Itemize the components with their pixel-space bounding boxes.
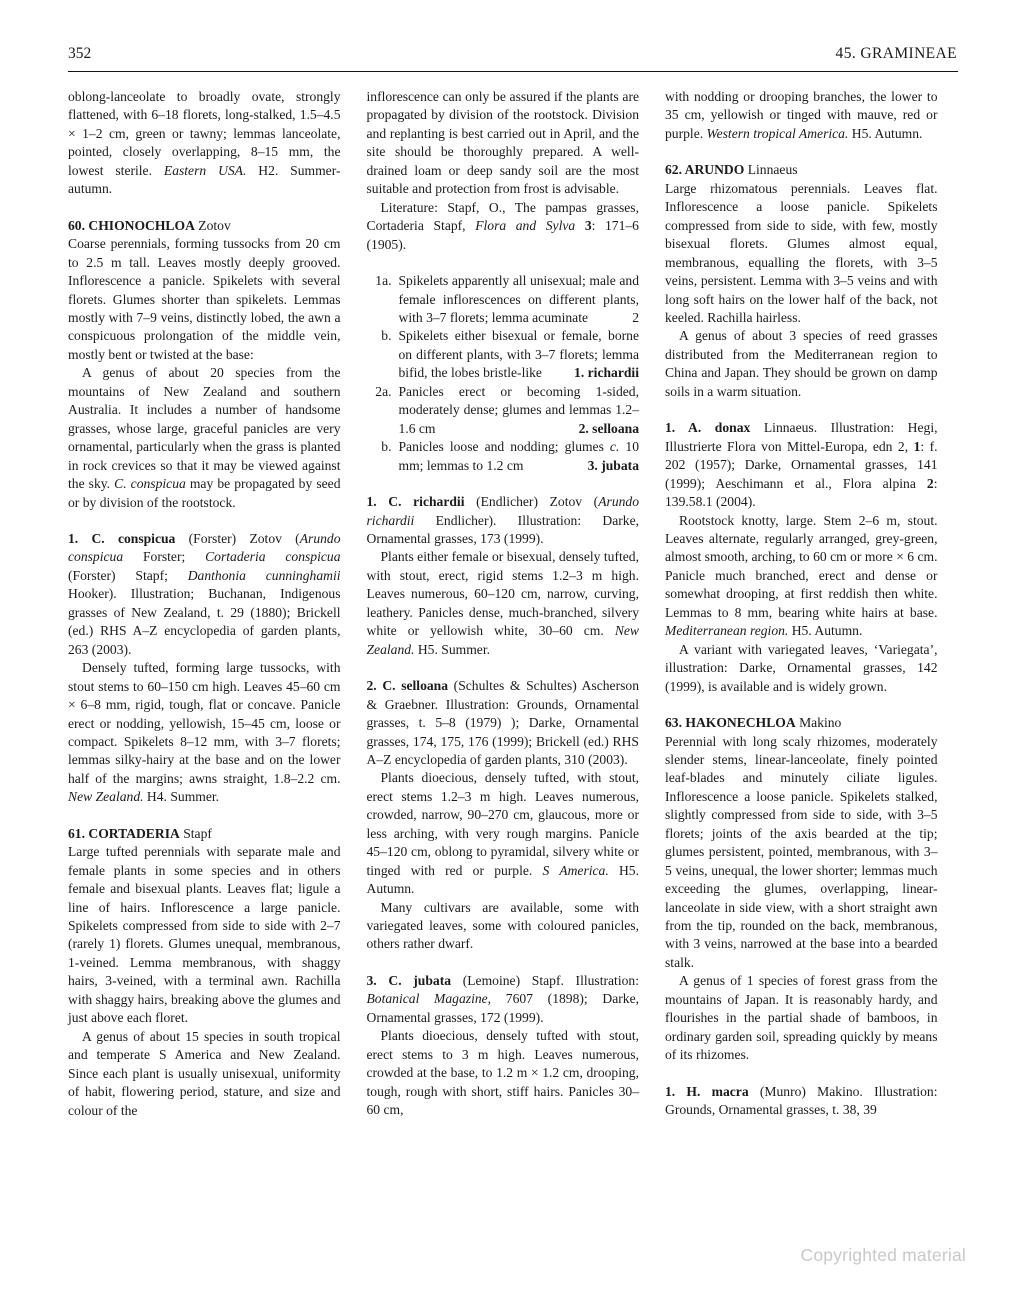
species-entry: 2. C. selloana (Schultes & Schultes) Ascherson & Graebner. Illustration: Grounds, Ornamental grasses, t. 5–8 (1979) ); Darke, Ornamental grasses, 174, 175, 176 (1999); Brickell (ed.) RHS A–Z encyclopedia of garden plants, 310 (2003). [366,678,639,767]
copyright-watermark: Copyrighted material [800,1245,966,1265]
key-item-answer: 1. richardii [574,365,639,381]
key-item [367,438,640,475]
text-columns [68,88,958,1120]
key-item [367,327,640,382]
paragraph: A variant with variegated leaves, ‘Variegata’, illustration: Darke, Ornamental grasses, 142 (1999), is available and is widely grown. [665,641,938,694]
genus-heading: 63. HAKONECHLOA Makino [665,715,842,731]
key-item-label: b. [381,439,392,455]
genus-heading: 61. CORTADERIA Stapf [68,825,212,841]
species-entry: 1. C. richardii (Endlicher) Zotov (Arundo richardii Endlicher). Illustration: Darke, Ornamental grasses, 173 (1999). [366,494,639,546]
paragraph: Plants dioecious, densely tufted, with stout, erect stems 1.2–3 m high. Leaves numerous, crowded, narrow, 90–270 cm, glaucous, more or less arching, with very rough margins. Panicle 45–120 cm, oblong to pyramidal, silvery white or tinged with red or purple. S America. H5. Autumn. [366,770,639,897]
key-item-answer: 3. jubata [587,457,639,473]
column-1 [68,88,341,1120]
genus-heading: 60. CHIONOCHLOA Zotov [68,217,231,233]
key-item-text: Panicles loose and nodding; glumes c. 10 mm; lemmas to 1.2 cm 3. jubata [399,438,640,475]
paragraph: Plants either female or bisexual, densely tufted, with stout, erect, rigid stems 1.2–3 m high. Leaves numerous, 60–120 cm, narrow, curving, leathery. Panicles dense, much-branched, silvery white or yellowish white, 30–60 cm. New Zealand. H5. Summer. [366,549,639,657]
header-rule [68,71,958,72]
paragraph: A genus of 1 species of forest grass from the mountains of Japan. It is reasonably hardy, and flourishes in the partial shade of bamboos, in ordinary garden soil, spreading quickly by means of its rhizomes. [665,973,938,1063]
key-item-label: 2a. [375,383,392,399]
page-header [68,44,958,71]
paragraph: inflorescence can only be assured if the plants are propagated by division of the rootstock. Division and replanting is best carried out in April, and the site should be thoroughly prepared. A well-drained loam or deep sandy soil are the most suitable and protection from frost is advisable. [366,89,639,197]
paragraph: Plants dioecious, densely tufted with stout, erect stems to 3 m high. Leaves numerous, crowded at the base, to 1.2 m × 1.2 cm, drooping, tough, rough with short, stiff hairs. Panicles 30–60 cm, [366,1028,639,1118]
paragraph: Large tufted perennials with separate male and female plants in some species and in others female and bisexual plants. Leaves flat; ligule a line of hairs. Inflorescence a large panicle. Spikelets compressed from side to side with 2–7 (rarely 1) florets. Glumes unequal, membranous, 1-veined. Lemma membranous, with shaggy hairs, 3-veined, with a terminal awn. Rachilla with shaggy hairs, breaking above the glumes and just above each floret. [68,844,341,1026]
key-item-answer: 2 [632,309,639,325]
paragraph: Literature: Stapf, O., The pampas grasses, Cortaderia Stapf, Flora and Sylva 3: 171–6 (1905). [366,199,639,252]
paragraph: Many cultivars are available, some with variegated leaves, some with coloured panicles, others rather dwarf. [366,899,639,952]
paragraph: A genus of about 15 species in south tropical and temperate S America and New Zealand. Since each plant is usually unisexual, uniformity of habit, flowering period, stature, and size and colour of the [68,1028,341,1118]
species-entry: 1. C. conspicua (Forster) Zotov (Arundo conspicua Forster; Cortaderia conspicua (Forster) Stapf; Danthonia cunninghamii Hooker). Illustration; Buchanan, Indigenous grasses of New Zealand, t. 29 (1880); Brickell (ed.) RHS A–Z encyclopedia of garden plants, 263 (2003). [68,530,341,657]
paragraph: A genus of about 20 species from the mountains of New Zealand and southern Australia. It includes a number of handsome grasses, whose large, graceful panicles are very ornamental, particularly when the grass is planted in rock crevices so that it may be viewed against the sky. C. conspicua may be propagated by seed or by division of the rootstock. [68,365,341,510]
column-2 [367,88,640,1120]
species-entry: 1. A. donax Linnaeus. Illustration: Hegi, Illustrierte Flora von Mittel-Europa, edn 2, 1: f. 202 (1957); Darke, Ornamental grasses, 141 (1999); Aeschimann et al., Flora alpina 2: 139.58.1 (2004). [665,420,938,510]
key-item-label: 1a. [375,273,392,289]
paragraph: Densely tufted, forming large tussocks, with stout stems to 60–150 cm high. Leaves 45–60 cm × 6–8 mm, rigid, tough, flat or concave. Panicle erect or nodding, yellowish, 15–45 cm, loose or compact. Spikelets 8–12 mm, with 3–7 florets; lemmas silky-hairy at the base and on the lower half of the margins; awns straight, 1.8–2.2 cm. New Zealand. H4. Summer. [68,660,341,805]
page-number: 352 [68,45,92,62]
key-item [367,383,640,438]
paragraph: oblong-lanceolate to broadly ovate, strongly flattened, with 6–18 florets, long-stalked, 1.5–4.5 × 1–2 cm, green or tawny; lemmas lanceolate, pointed, closely overlapping, 8–15 mm, the lowest sterile. Eastern USA. H2. Summer-autumn. [68,89,341,197]
key-item-text: Panicles erect or becoming 1-sided, moderately dense; glumes and lemmas 1.2–1.6 cm 2. selloana [399,383,640,438]
genus-heading: 62. ARUNDO Linnaeus [665,162,798,178]
running-title: 45. GRAMINEAE [835,45,957,62]
key-item-answer: 2. selloana [578,420,639,436]
key-item-label: b. [381,328,392,344]
paragraph: A genus of about 3 species of reed grasses distributed from the Mediterranean region to China and Japan. They should be grown on damp soils in a warm situation. [665,328,938,399]
key-item-text: Spikelets apparently all unisexual; male and female inflorescences on different plants, with 3–7 florets; lemma acuminate 2 [399,272,640,327]
paragraph: with nodding or drooping branches, the lower to 35 cm, yellowish or tinged with mauve, red or purple. Western tropical America. H5. Autumn. [665,89,938,141]
column-3 [665,88,938,1120]
species-entry: 1. H. macra (Munro) Makino. Illustration: Grounds, Ornamental grasses, t. 38, 39 [665,1083,938,1118]
paragraph: Perennial with long scaly rhizomes, moderately slender stems, linear-lanceolate, finely pointed leaf-blades and minutely ciliate ligules. Inflorescence a loose panicle. Spikelets stalked, slightly compressed from side to side, with 3–5 florets; joints of the axis bearded at the tip; glumes persistent, pointed, membranous, with 3–5 veins, unequal, the lower shorter; lemmas much exceeding the glumes, overlapping, linear-lanceolate in side view, with a short straight awn from the tip, rounded on the back, membranous, with 3 veins, narrowed at the base into a bearded stalk. [665,733,938,970]
key-item-text: Spikelets either bisexual or female, borne on different plants, with 3–7 florets; lemma bifid, the lobes bristle-like 1. richardii [399,327,640,382]
paragraph: Coarse perennials, forming tussocks from 20 cm to 2.5 m tall. Leaves mostly deeply grooved. Inflorescence a panicle. Spikelets with several florets. Glumes shorter than spikelets. Lemmas mostly with 7–9 veins, distinctly lobed, the awn a conspicuous prolongation of the middle vein, mostly bent or twisted at the base: [68,236,341,362]
paragraph: Large rhizomatous perennials. Leaves flat. Inflorescence a loose panicle. Spikelets compressed from side to side, with few, mostly bisexual florets. Glumes almost equal, membranous, equalling the florets, with 3–5 veins, persistent. Lemma with 3–5 veins and with long soft hairs on the lower half of the back, not keeled. Rachilla hairless. [665,180,938,325]
key-item [367,272,640,327]
paragraph: Rootstock knotty, large. Stem 2–6 m, stout. Leaves alternate, regularly arranged, grey-green, almost smooth, arching, to 60 cm or more × 6 cm. Panicle much branched, erect and dense or somewhat drooping, at first reddish then white. Lemmas to 8 mm, bearing white hairs at base. Mediterranean region. H5. Autumn. [665,512,938,639]
species-entry: 3. C. jubata (Lemoine) Stapf. Illustration: Botanical Magazine, 7607 (1898); Darke, Ornamental grasses, 172 (1999). [366,972,639,1025]
